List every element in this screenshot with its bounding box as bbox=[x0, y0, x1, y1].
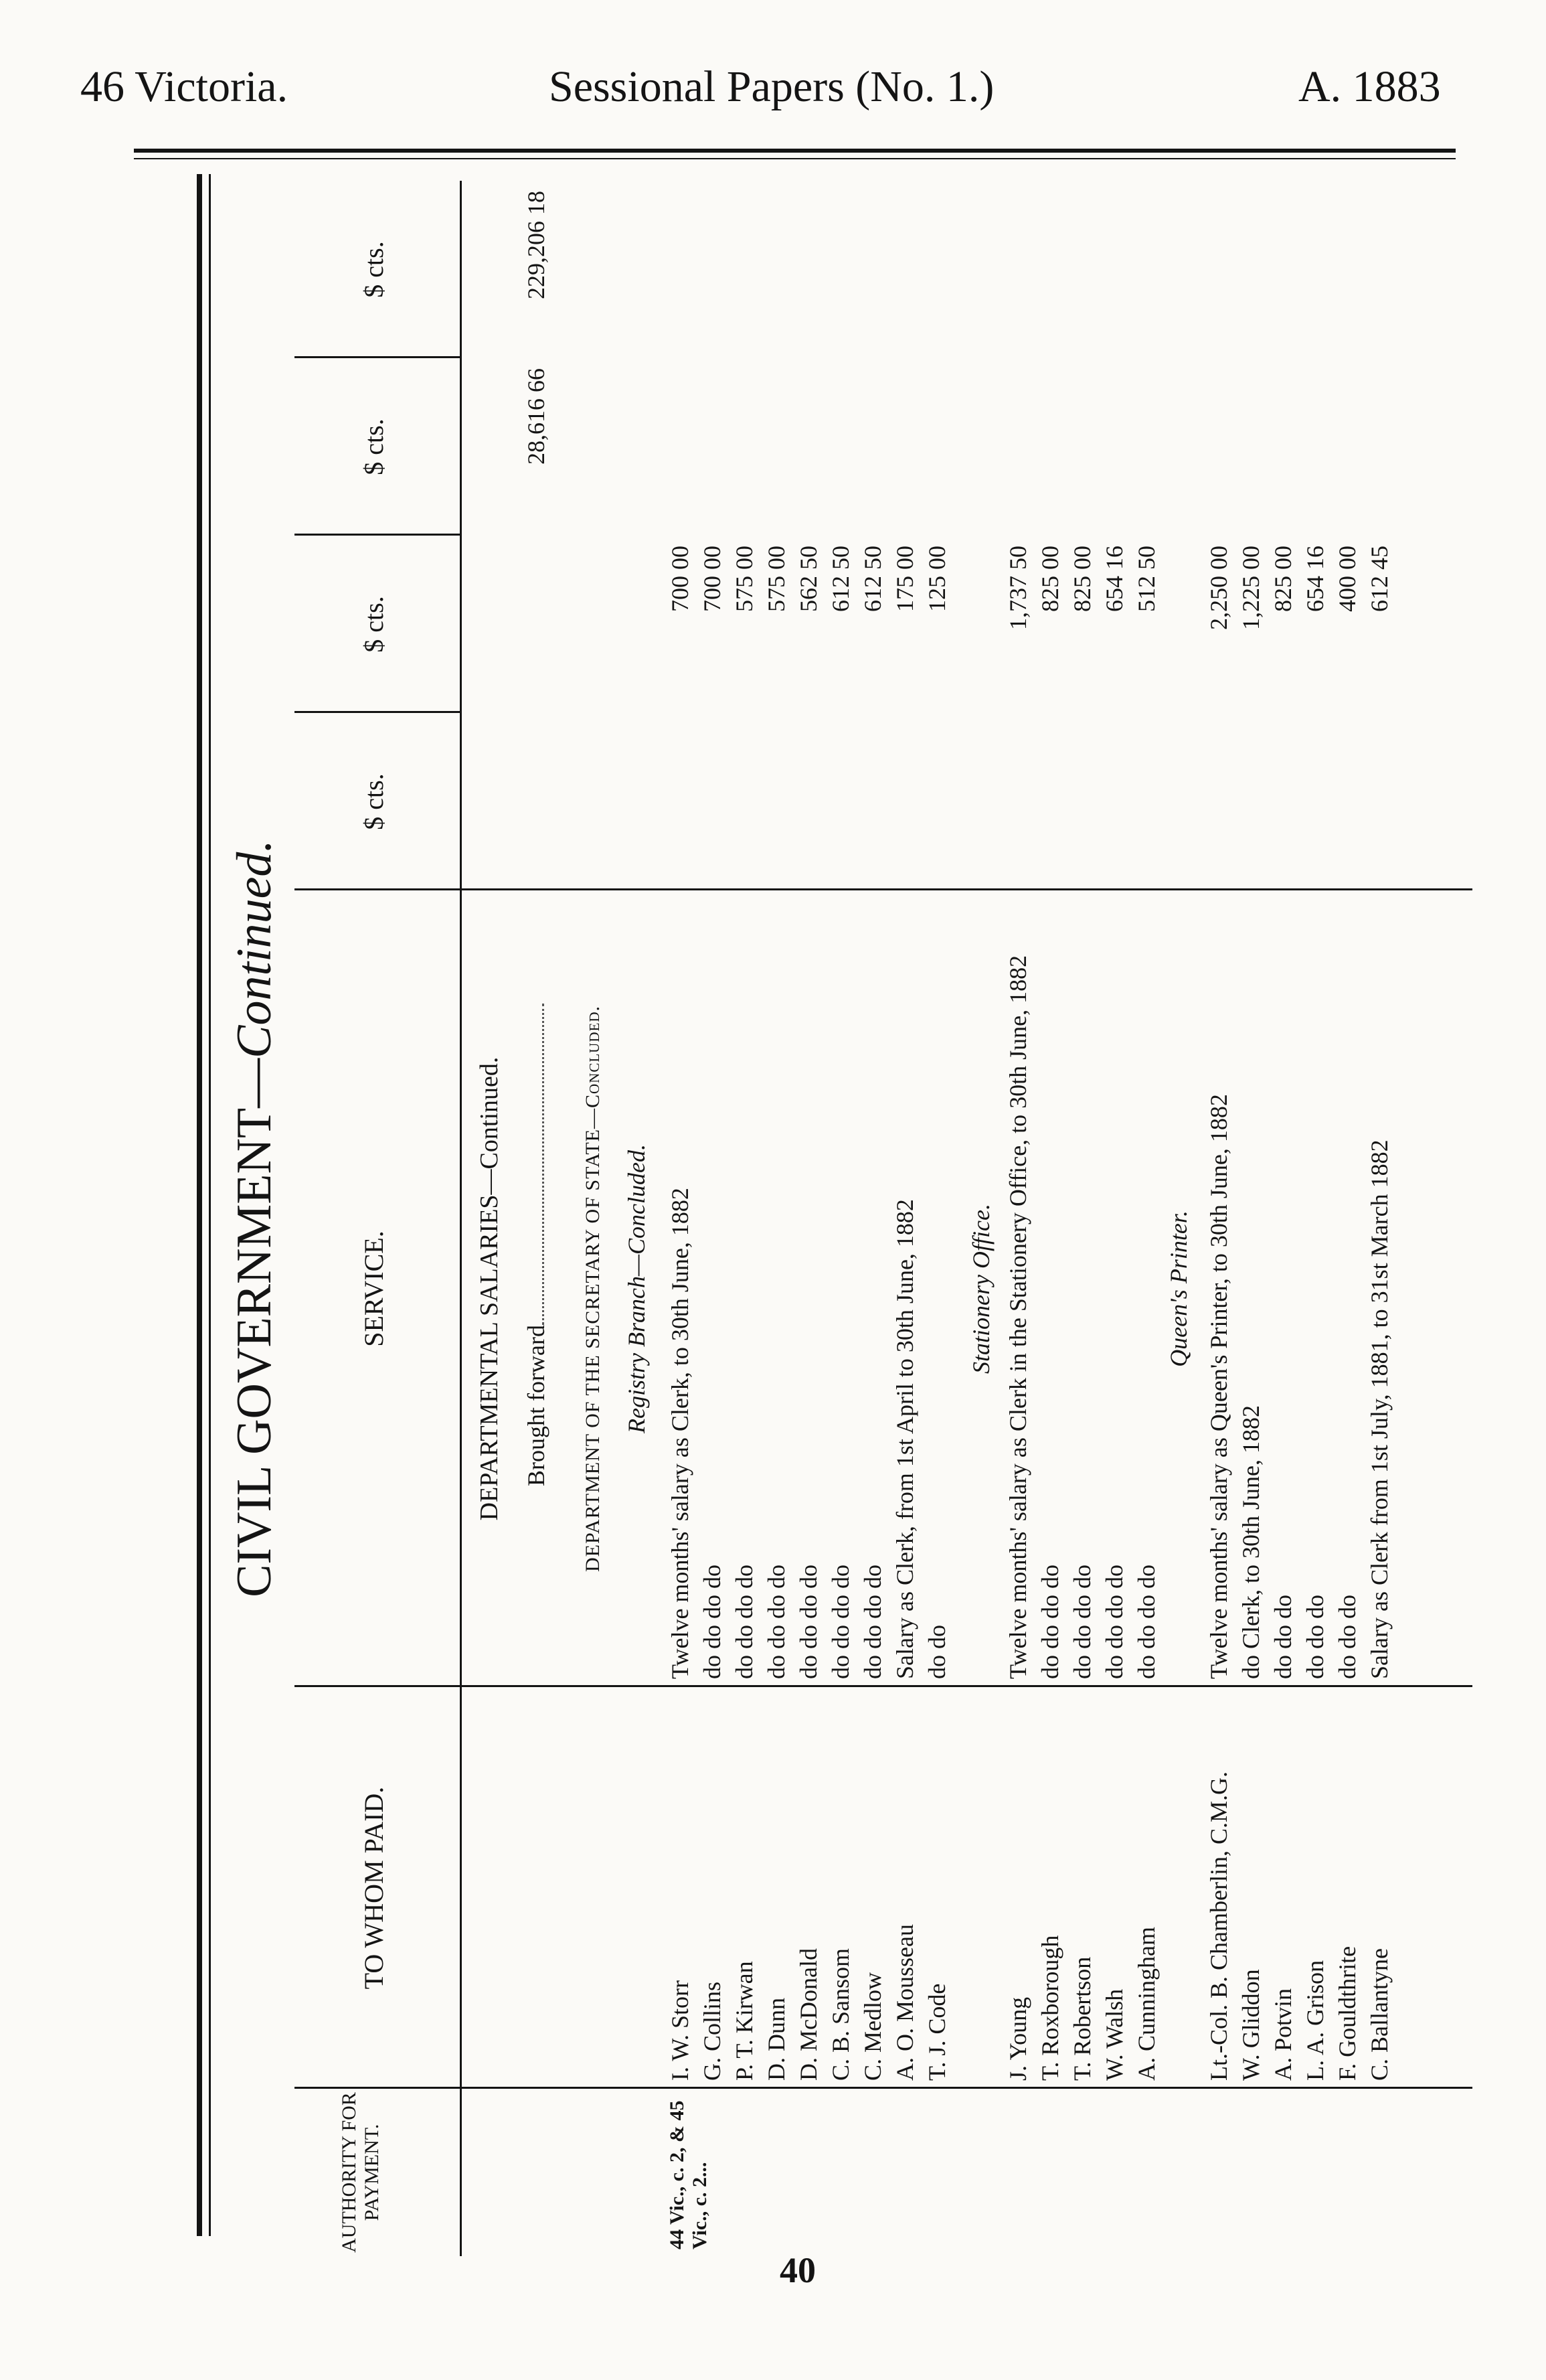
payment-amount: 700 00 bbox=[667, 546, 693, 612]
payee-name: C. Medlow bbox=[859, 1972, 886, 2081]
service-description: do do do do bbox=[731, 1565, 758, 1679]
rotated-table bbox=[214, 181, 1472, 2256]
authority-value: 44 Vic., c. 2, & 45 Vic., c. 2... bbox=[666, 2100, 711, 2249]
brought-forward-total: 229,206 18 bbox=[523, 191, 549, 299]
payment-amount: 825 00 bbox=[1270, 546, 1296, 612]
col-cur3-label: $ cts. bbox=[359, 418, 389, 475]
service-description: do do do bbox=[1270, 1595, 1296, 1679]
table-title bbox=[214, 181, 294, 2256]
service-description: do do bbox=[924, 1625, 950, 1679]
brought-forward-label bbox=[522, 1004, 550, 1486]
payee-name: A. Cunningham bbox=[1133, 1927, 1160, 2081]
col-cur2 bbox=[294, 536, 462, 713]
payment-amount: 700 00 bbox=[699, 546, 725, 612]
brought-forward-amount: 28,616 66 bbox=[523, 368, 549, 465]
payee-name: L. A. Grison bbox=[1302, 1960, 1328, 2081]
service-description: Salary as Clerk, from 1st April to 30th June, 1882 bbox=[891, 1199, 918, 1679]
title-main: CIVIL GOVERNMENT— bbox=[227, 1058, 282, 1597]
brought-forward-text: Brought forward bbox=[523, 1325, 549, 1486]
payment-amount: 612 45 bbox=[1366, 546, 1393, 612]
service-description: do do do do bbox=[699, 1565, 725, 1679]
registry-heading: Registry Branch—Concluded. bbox=[623, 1144, 650, 1433]
service-description: Twelve months' salary as Clerk, to 30th June, 1882 bbox=[667, 1188, 693, 1679]
service-description: Twelve months' salary as Clerk in the Stationery Office, to 30th June, 1882 bbox=[1005, 955, 1031, 1679]
col-service bbox=[294, 890, 462, 1687]
col-divider bbox=[294, 2087, 1472, 2089]
col-divider bbox=[294, 356, 462, 358]
payment-amount: 400 00 bbox=[1334, 546, 1361, 612]
table-border-thick bbox=[197, 174, 202, 2236]
page-number: 40 bbox=[780, 2250, 816, 2290]
service-description: Salary as Clerk from 1st July, 1881, to 31st March 1882 bbox=[1366, 1139, 1393, 1679]
payee-name: T. Robertson bbox=[1069, 1956, 1096, 2081]
payment-amount: 654 16 bbox=[1101, 546, 1128, 612]
col-cur4-label: $ cts. bbox=[359, 241, 389, 298]
payment-amount: 175 00 bbox=[891, 546, 918, 612]
col-whom bbox=[294, 1687, 462, 2089]
service-description: do do do do bbox=[859, 1565, 886, 1679]
service-description: do do do do bbox=[827, 1565, 854, 1679]
page-header bbox=[0, 0, 1546, 134]
title-continued: Continued. bbox=[227, 840, 282, 1058]
header-rule-thin bbox=[134, 158, 1456, 159]
service-description: do do do do bbox=[795, 1565, 822, 1679]
payment-amount: 825 00 bbox=[1069, 546, 1096, 612]
col-divider bbox=[294, 1685, 1472, 1687]
payee-name: P. T. Kirwan bbox=[731, 1961, 758, 2081]
table-border-thin bbox=[209, 174, 211, 2236]
col-authority-label: AUTHORITY FOR PAYMENT. bbox=[338, 2092, 383, 2253]
service-description: do do do do bbox=[763, 1565, 790, 1679]
col-divider bbox=[294, 888, 1472, 890]
col-divider bbox=[294, 534, 462, 536]
header-title: Sessional Papers (No. 1.) bbox=[549, 62, 995, 111]
payment-amount: 1,737 50 bbox=[1005, 546, 1031, 630]
payment-amount: 562 50 bbox=[795, 546, 822, 612]
payment-amount: 1,225 00 bbox=[1237, 546, 1264, 630]
service-description: do do do bbox=[1334, 1595, 1361, 1679]
col-cur1 bbox=[294, 713, 462, 890]
payee-name: W. Gliddon bbox=[1237, 1969, 1264, 2081]
payee-name: A. Potvin bbox=[1270, 1988, 1296, 2081]
col-cur4 bbox=[294, 181, 462, 358]
payment-amount: 125 00 bbox=[924, 546, 950, 612]
payee-name: T. Roxborough bbox=[1037, 1935, 1063, 2081]
payee-name: C. B. Sansom bbox=[827, 1948, 854, 2081]
payee-name: J. Young bbox=[1005, 1996, 1031, 2081]
payee-name: C. Ballantyne bbox=[1366, 1948, 1393, 2081]
col-divider bbox=[294, 711, 462, 713]
payee-name: T. J. Code bbox=[924, 1983, 950, 2081]
header-rule-thick bbox=[134, 149, 1456, 153]
dept-heading: DEPARTMENT OF THE SECRETARY OF STATE—Concluded. bbox=[582, 1006, 604, 1572]
col-cur1-label: $ cts. bbox=[359, 773, 389, 830]
col-service-label: SERVICE. bbox=[359, 1231, 389, 1347]
payment-amount: 654 16 bbox=[1302, 546, 1328, 612]
service-description: do do do do bbox=[1069, 1565, 1096, 1679]
payment-amount: 575 00 bbox=[731, 546, 758, 612]
service-description: do do do do bbox=[1101, 1565, 1128, 1679]
payment-amount: 2,250 00 bbox=[1205, 546, 1232, 630]
payee-name: A. O. Mousseau bbox=[891, 1924, 918, 2081]
payee-name: F. Gouldthrite bbox=[1334, 1946, 1361, 2081]
col-cur2-label: $ cts. bbox=[359, 596, 389, 653]
service-description: do do do do bbox=[1037, 1565, 1063, 1679]
section-heading: DEPARTMENTAL SALARIES—Continued. bbox=[475, 1056, 503, 1521]
payee-name: W. Walsh bbox=[1101, 1988, 1128, 2081]
payee-name: D. Dunn bbox=[763, 1998, 790, 2081]
payee-name: G. Collins bbox=[699, 1981, 725, 2081]
payment-amount: 612 50 bbox=[859, 546, 886, 612]
payee-name: I. W. Storr bbox=[667, 1980, 693, 2081]
printer-heading: Queen's Printer. bbox=[1165, 1210, 1192, 1367]
col-authority bbox=[294, 2089, 462, 2256]
service-description: do Clerk, to 30th June, 1882 bbox=[1237, 1405, 1264, 1679]
payment-amount: 512 50 bbox=[1133, 546, 1160, 612]
service-description: Twelve months' salary as Queen's Printer, to 30th June, 1882 bbox=[1205, 1094, 1232, 1679]
payee-name: D. McDonald bbox=[795, 1948, 822, 2081]
col-whom-label: TO WHOM PAID. bbox=[359, 1786, 389, 1990]
payment-amount: 825 00 bbox=[1037, 546, 1063, 612]
col-cur3 bbox=[294, 358, 462, 536]
leader-dots bbox=[523, 1004, 544, 1325]
payment-amount: 575 00 bbox=[763, 546, 790, 612]
header-year: A. 1883 bbox=[1298, 62, 1441, 111]
payment-amount: 612 50 bbox=[827, 546, 854, 612]
service-description: do do do do bbox=[1133, 1565, 1160, 1679]
service-description: do do do bbox=[1302, 1595, 1328, 1679]
stationery-heading: Stationery Office. bbox=[968, 1204, 995, 1374]
payee-name: Lt.-Col. B. Chamberlin, C.M.G. bbox=[1205, 1771, 1232, 2081]
header-session: 46 Victoria. bbox=[80, 62, 288, 111]
